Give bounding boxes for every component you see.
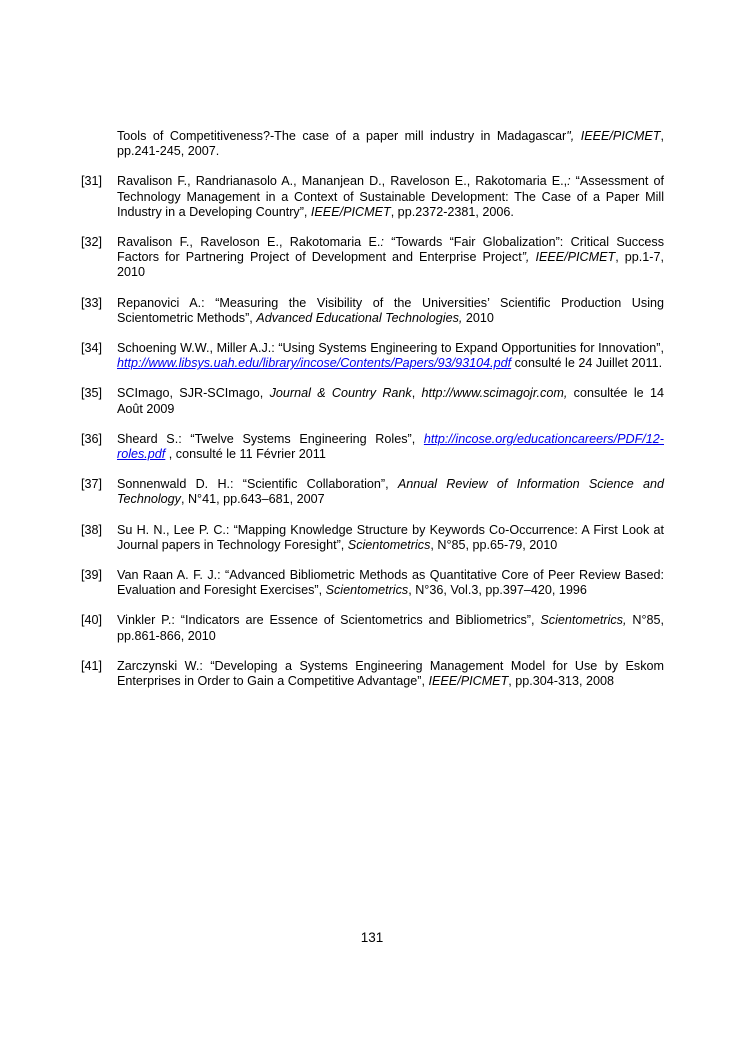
reference-text: Van Raan A. F. J.: “Advanced Bibliometric Methods as Quantitative Core of Peer Review Based: Evaluation and Foresight Exercises”, Scientometrics, N°36, Vol.3, pp.397–420, 1996 xyxy=(117,568,664,598)
reference-number: [32] xyxy=(81,235,103,250)
reference-number: [34] xyxy=(81,341,103,356)
reference-number: [39] xyxy=(81,568,103,583)
reference-40 xyxy=(81,613,664,643)
reference-41 xyxy=(81,659,664,689)
reference-link[interactable]: http://incose.org/educationcareers/PDF/12-roles.pdf xyxy=(117,431,664,462)
reference-text: Vinkler P.: “Indicators are Essence of Scientometrics and Bibliometrics”, Scientometrics, N°85, pp.861-866, 2010 xyxy=(117,613,664,643)
reference-text: Repanovici A.: “Measuring the Visibility of the Universities’ Scientific Production Using Scientometric Methods”, Advanced Educational Technologies, 2010 xyxy=(117,295,664,325)
page-number: 131 xyxy=(360,930,384,945)
reference-number: [38] xyxy=(81,522,103,537)
reference-33 xyxy=(81,296,664,326)
reference-link[interactable]: http://www.libsys.uah.edu/library/incose/Contents/Papers/93/93104.pdf xyxy=(117,356,512,371)
reference-text: Su H. N., Lee P. C.: “Mapping Knowledge Structure by Keywords Co-Occurrence: A First Look at Journal papers in Technology Foresight”, Scientometrics, N°85, pp.65-79, 2010 xyxy=(117,522,664,552)
reference-text: SCImago, SJR-SCImago, Journal & Country Rank, http://www.scimagojr.com, consultée le 14 Août 2009 xyxy=(117,386,664,416)
reference-number: [33] xyxy=(81,295,103,310)
reference-list xyxy=(81,129,664,704)
reference-36 xyxy=(81,432,664,462)
reference-text: Sonnenwald D. H.: “Scientific Collaboration”, Annual Review of Information Science and Technology, N°41, pp.643–681, 2007 xyxy=(117,477,664,507)
reference-35 xyxy=(81,386,664,416)
reference-37 xyxy=(81,477,664,507)
reference-text: Sheard S.: “Twelve Systems Engineering Roles”, http://incose.org/educationcareers/PDF/12-roles.pdf , consulté le 11 Février 2011 xyxy=(117,431,664,462)
reference-continuation xyxy=(81,129,664,159)
reference-text: Zarczynski W.: “Developing a Systems Engineering Management Model for Use by Eskom Enterprises in Order to Gain a Competitive Advantage”, IEEE/PICMET, pp.304-313, 2008 xyxy=(117,658,664,689)
reference-number: [35] xyxy=(81,386,103,401)
reference-38 xyxy=(81,523,664,553)
reference-number: [41] xyxy=(81,658,103,673)
reference-text: Ravalison F., Raveloson E., Rakotomaria E.: “Towards “Fair Globalization”: Critical Success Factors for Partnering Project of Development and Enterprise Project”, IEEE/PICMET, pp.1-7, 2010 xyxy=(117,235,664,280)
reference-39 xyxy=(81,568,664,598)
reference-31 xyxy=(81,174,664,220)
reference-text: Schoening W.W., Miller A.J.: “Using Systems Engineering to Expand Opportunities for Innovation”, http://www.libsys.uah.edu/library/incose/Contents/Papers/93/93104.pdf consulté le 24 Juillet 2011. xyxy=(117,341,664,371)
reference-32 xyxy=(81,235,664,281)
reference-number: [40] xyxy=(81,613,103,628)
reference-number: [37] xyxy=(81,477,103,492)
reference-number: [31] xyxy=(81,174,103,189)
reference-text: Ravalison F., Randrianasolo A., Mananjean D., Raveloson E., Rakotomaria E.,: “Assessment of Technology Management in a Context of Sustainable Development: The Case of a Paper Mill Industry in a Developing Country”, IEEE/PICMET, pp.2372-2381, 2006. xyxy=(117,174,664,219)
reference-34 xyxy=(81,341,664,371)
reference-text: Tools of Competitiveness?-The case of a paper mill industry in Madagascar", IEEE/PICMET, pp.241-245, 2007. xyxy=(117,129,664,159)
reference-number: [36] xyxy=(81,431,103,446)
